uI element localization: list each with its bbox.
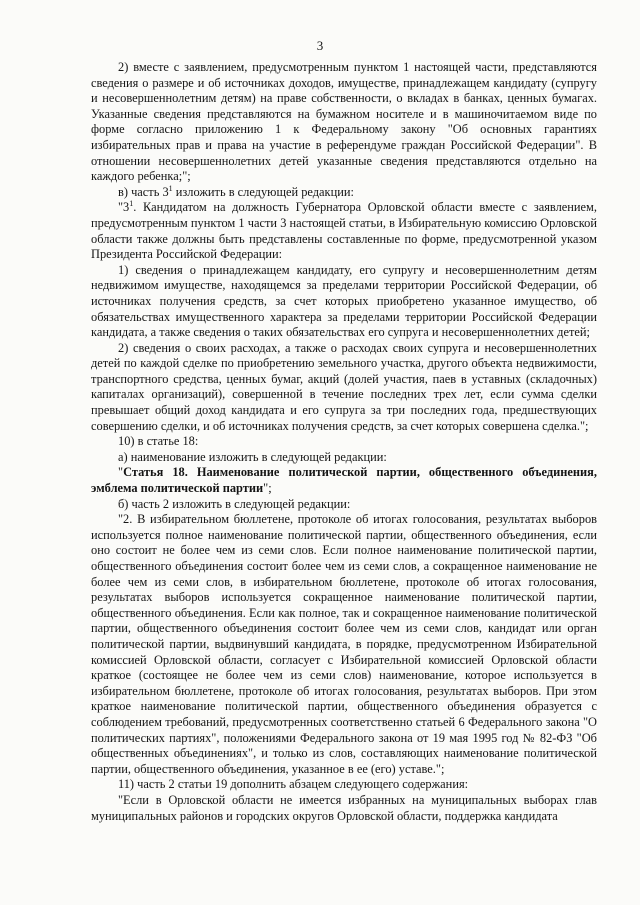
superscript: 1 — [168, 183, 173, 193]
paragraph-income-info: 2) вместе с заявлением, предусмотренным пунктом 1 настоящей части, представляются сведения о размере и об источниках доходов, имуществе, принадлежащем кандидату (супругу и несовершеннолетним детям) на праве собственности, о вкладах в банках, ценных бумагах. Указанные сведения представляются на бумажном носителе и в машиночитаемом виде по форме согласно приложению 1 к Федеральному закону "Об основных гарантиях избирательных прав и права на участие в референдуме граждан Российской Федерации". В отношении несовершеннолетних детей указанные сведения представляются отдельно на каждого ребенка;"; — [91, 60, 597, 184]
paragraph-ballot-names: "2. В избирательном бюллетене, протоколе об итогах голосования, результатах выборов используется полное наименование политической партии, общественного объединения, если оно состоит не более чем из семи слов. Если полное наименование политической партии, общественного объединения состоит более чем из семи слов, а сокращенное наименование не более чем из семи слов, в избирательном бюллетене, протоколе об итогах голосования, результатах выборов используется сокращенное наименование политической партии, общественного объединения. Если как полное, так и сокращенное наименование политической партии, общественного объединения состоит более чем из семи слов, кандидат или орган политической партии, выдвинувший кандидата, в порядке, предусмотренном Избирательной комиссией Орловской области, согласует с Избирательной комиссией Орловской области краткое (состоящее не более чем из семи слов) наименование, которое используется в избирательном бюллетене, протоколе об итогах голосования, результатах выборов. При этом краткое наименование политической партии, общественного объединения образуется с соблюдением требований, предусмотренных соответственно статьей 6 Федерального закона "О политических партиях", положениями Федерального закона от 19 мая 1995 год № 82-ФЗ "Об общественных объединениях", и только из слов, составляющих наименование политической партии, общественного объединения, указанное в ее (его) уставе."; — [91, 512, 597, 776]
text-fragment: "3 — [118, 200, 130, 215]
article-title-bold: Статья 18. Наименование политической партии, общественного объединения, эмблема политической партии — [91, 465, 597, 496]
paragraph-part-2-amend: б) часть 2 изложить в следующей редакции: — [118, 496, 351, 511]
paragraph-part-3-1-intro — [91, 185, 597, 201]
paragraph-support-candidate: "Если в Орловской области не имеется избранных на муниципальных выборах глав муниципальных районов и городских округов Орловской области, поддержка кандидата — [91, 792, 597, 823]
paragraph-article-18: 10) в статье 18: — [118, 434, 199, 449]
superscript: 1 — [129, 199, 134, 209]
paragraph-foreign-property: 1) сведения о принадлежащем кандидату, его супругу и несовершеннолетним детям недвижимом имуществе, находящемся за пределами территории Российской Федерации, об источниках получения средств, за счет которых приобретено указанное имущество, об обязательствах имущественного характера за пределами территории Российской Федерации кандидата, а также сведения о таких обязательствах его супруга и несовершеннолетних детей; — [91, 262, 597, 340]
paragraph-article-19: 11) часть 2 статьи 19 дополнить абзацем следующего содержания: — [118, 777, 469, 792]
paragraph-article-18-title — [91, 465, 597, 496]
text-fragment: "; — [263, 481, 272, 496]
text-fragment: " — [118, 465, 124, 480]
page-number: 3 — [316, 38, 324, 53]
text-fragment: изложить в следующей редакции: — [172, 184, 354, 199]
paragraph-expenses: 2) сведения о своих расходах, а также о расходах своих супруга и несовершеннолетних детей по каждой сделке по приобретению земельного участка, другого объекта недвижимости, транспортного средства, ценных бумаг, акций (долей участия, паев в уставных (складочных) капиталах организаций), совершенной в течение последних трех лет, если сумма сделки превышает общий доход кандидата и его супруга за три последних года, предшествующих совершению сделки, и об источниках получения средств, за счет которых совершена сделка."; — [91, 340, 597, 433]
paragraph-name-amend: а) наименование изложить в следующей редакции: — [118, 449, 387, 464]
text-fragment: в) часть 3 — [118, 184, 169, 199]
text-fragment: . Кандидатом на должность Губернатора Орловской области вместе с заявлением, предусмотренным пунктом 1 части 3 настоящей статьи, в Избирательную комиссию Орловской области также должны быть представлены составленные по форме, предусмотренной указом Президента Российской Федерации: — [91, 200, 597, 262]
document-body — [91, 60, 597, 824]
paragraph-part-3-1-text — [91, 200, 597, 262]
